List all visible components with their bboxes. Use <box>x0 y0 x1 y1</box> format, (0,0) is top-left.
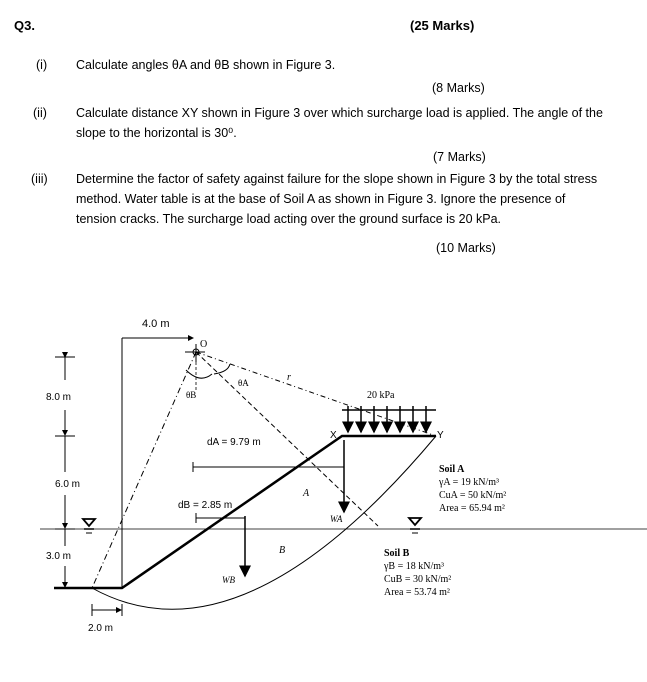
theta-a-label: θA <box>238 378 249 388</box>
dim-2m-label: 2.0 m <box>88 623 114 634</box>
part-1-marks: (8 Marks) <box>432 81 485 95</box>
point-x-label: X <box>330 430 337 441</box>
soil-a-cu: CuA = 50 kN/m² <box>439 490 507 501</box>
part-3-number: (iii) <box>31 172 48 186</box>
part-1-number: (i) <box>36 58 48 72</box>
surcharge-arrows <box>342 406 436 432</box>
soil-b-gamma: γB = 18 kN/m³ <box>384 561 445 572</box>
part-3-marks: (10 Marks) <box>436 241 496 255</box>
soil-a-name: Soil A <box>439 464 465 475</box>
region-b-label: B <box>279 545 286 556</box>
w-a-label: WA <box>330 514 343 524</box>
dim-3m-label: 3.0 m <box>46 551 72 562</box>
soil-b-name: Soil B <box>384 548 410 559</box>
question-total-marks: (25 Marks) <box>410 18 475 33</box>
w-b-label: WB <box>222 575 235 585</box>
radius-r-label: r <box>287 372 291 383</box>
soil-a-area: Area = 65.94 m² <box>439 503 505 514</box>
surcharge-label: 20 kPa <box>367 390 395 401</box>
question-number: Q3. <box>14 18 35 33</box>
part-2-text: Calculate distance XY shown in Figure 3 over which surcharge load is applied. The angle of the slope to the horizontal is 30⁰. <box>76 106 603 140</box>
dim-8m-label: 8.0 m <box>46 392 72 403</box>
theta-b-label: θB <box>186 390 197 400</box>
soil-a-properties <box>438 464 506 514</box>
centre-o-label: O <box>200 339 208 350</box>
part-2-number: (ii) <box>33 106 47 120</box>
d-a-label: dA = 9.79 m <box>207 437 261 448</box>
soil-b-cu: CuB = 30 kN/m² <box>384 574 452 585</box>
dim-4m-label: 4.0 m <box>142 318 170 330</box>
point-y-label: Y <box>437 430 444 441</box>
water-table-symbol-right <box>409 518 421 533</box>
d-b-label: dB = 2.85 m <box>178 500 233 511</box>
part-3-text: Determine the factor of safety against failure for the slope shown in Figure 3 by the total stress method. Water table is at the base of Soil A as shown in Figure 3. Ignore the presence of tension cracks. The surcharge load acting over the ground surface is 20 kPa. <box>76 172 598 226</box>
region-a-label: A <box>303 488 310 499</box>
water-table-symbol-left <box>83 519 95 533</box>
dim-6m-label: 6.0 m <box>55 479 81 490</box>
part-1-text: Calculate angles θA and θB shown in Figure 3. <box>76 58 336 72</box>
part-2-marks: (7 Marks) <box>433 150 486 164</box>
soil-b-properties <box>383 548 451 598</box>
slope-stability-figure <box>0 300 647 682</box>
soil-b-area: Area = 53.74 m² <box>384 587 450 598</box>
soil-a-gamma: γA = 19 kN/m³ <box>439 477 500 488</box>
radius-line-1 <box>92 352 196 588</box>
